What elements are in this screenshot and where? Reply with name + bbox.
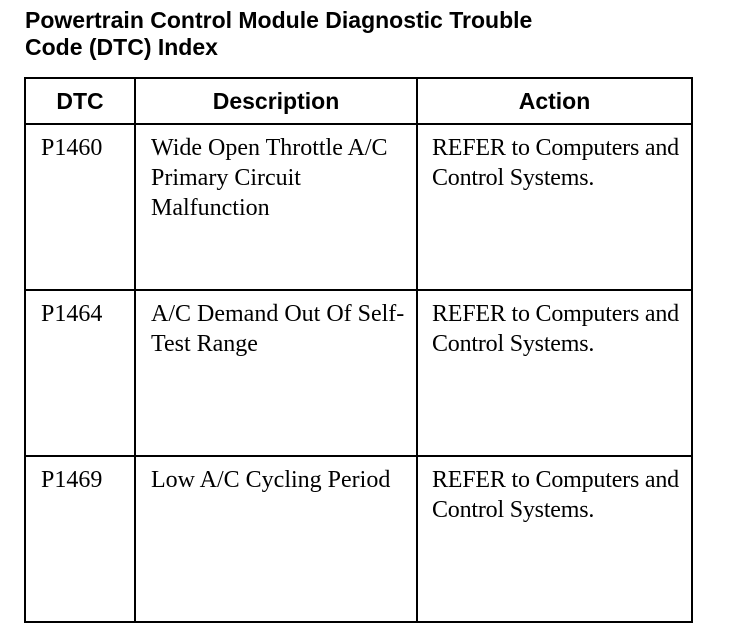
description-cell: Wide Open Throttle A/C Primary Circuit Malfunction — [135, 124, 417, 290]
description-cell: Low A/C Cycling Period — [135, 456, 417, 622]
page-title-line-2: Code (DTC) Index — [25, 34, 218, 60]
page-title — [25, 7, 705, 61]
dtc-code-cell: P1469 — [25, 456, 135, 622]
table-header-row — [25, 78, 692, 124]
action-cell: REFER to Computers and Control Systems. — [417, 290, 692, 456]
page-title-line-1: Powertrain Control Module Diagnostic Trouble — [25, 7, 533, 33]
table-row — [25, 456, 692, 622]
column-header-action: Action — [417, 78, 692, 124]
table-row — [25, 290, 692, 456]
dtc-code-cell: P1464 — [25, 290, 135, 456]
dtc-index-table — [24, 77, 693, 623]
action-cell: REFER to Computers and Control Systems. — [417, 124, 692, 290]
column-header-dtc: DTC — [25, 78, 135, 124]
action-cell: REFER to Computers and Control Systems. — [417, 456, 692, 622]
dtc-code-cell: P1460 — [25, 124, 135, 290]
description-cell: A/C Demand Out Of Self-Test Range — [135, 290, 417, 456]
column-header-description: Description — [135, 78, 417, 124]
table-row — [25, 124, 692, 290]
